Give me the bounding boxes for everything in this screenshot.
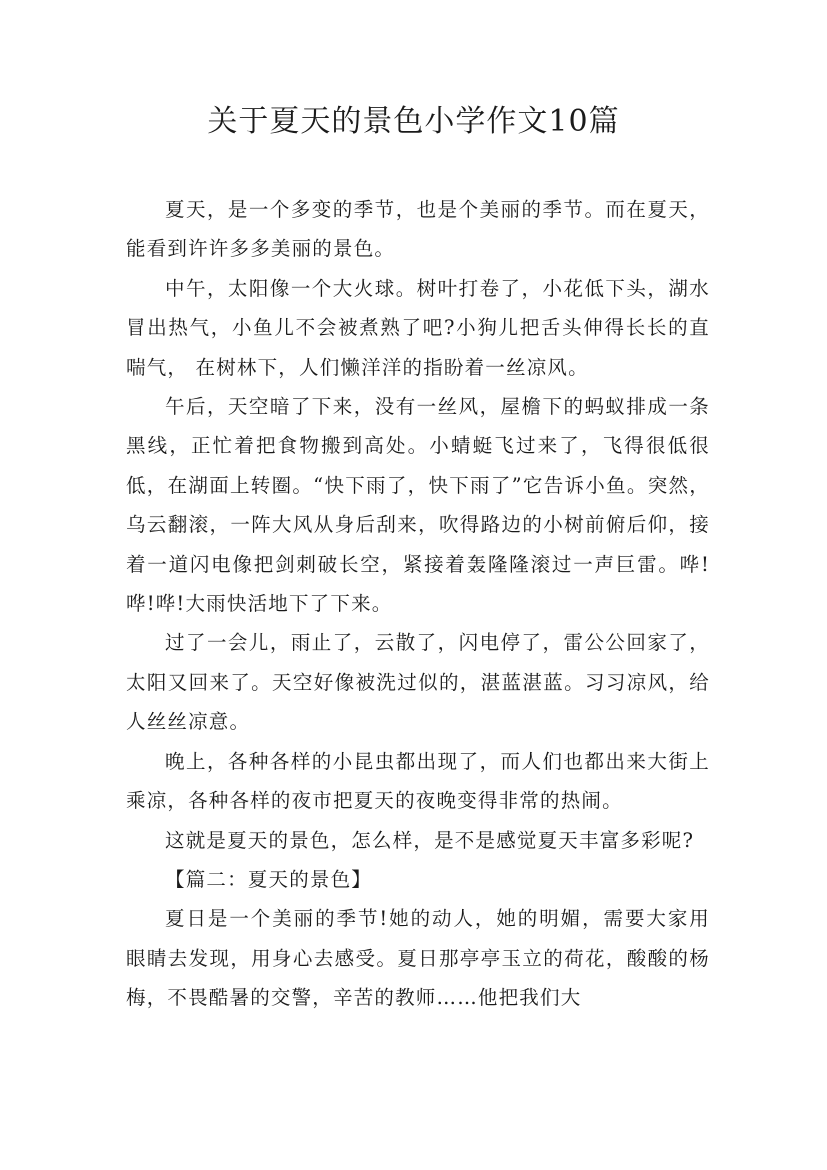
document-title: 关于夏天的景色小学作文10篇 <box>207 104 620 139</box>
paragraph-6: 这就是夏天的景色，怎么样，是不是感觉夏天丰富多彩呢? <box>165 828 695 852</box>
paragraph-5: 晚上，各种各样的小昆虫都出现了，而人们也都出来大街上乘凉，各种各样的夜市把夏天的夜晚变得非常的热闹。 <box>126 749 710 813</box>
paragraph-1: 夏天，是一个多变的季节，也是个美丽的季节。而在夏天，能看到许许多多美丽的景色。 <box>126 198 710 261</box>
paragraph-2: 中午，太阳像一个大火球。树叶打卷了，小花低下头，湖水冒出热气，小鱼儿不会被煮熟了吧?小狗儿把舌头伸得长长的直喘气， 在树林下，人们懒洋洋的指盼着一丝凉风。 <box>126 276 710 379</box>
paragraph-3: 午后，天空暗了下来，没有一丝风，屋檐下的蚂蚁排成一条黑线，正忙着把食物搬到高处。小蜻蜓飞过来了，飞得很低很低，在湖面上转圈。“快下雨了，快下雨了”它告诉小鱼。突然，乌云翻滚，一阵大风从身后刮来，吹得路边的小树前俯后仰，接着一道闪电像把剑刺破长空，紧接着轰隆隆滚过一声巨雷。哗!哗!哗!大雨快活地下了下来。 <box>126 395 710 616</box>
section-heading-2: 【篇二：夏天的景色】 <box>165 867 373 891</box>
paragraph-7: 夏日是一个美丽的季节!她的动人，她的明媚，需要大家用眼睛去发现，用身心去感受。夏日那亭亭玉立的荷花，酸酸的杨梅，不畏酷暑的交警，辛苦的教师……他把我们大 <box>126 907 710 1010</box>
document-body <box>126 190 710 1018</box>
paragraph-4: 过了一会儿，雨止了，云散了，闪电停了，雷公公回家了，太阳又回来了。天空好像被洗过似的，湛蓝湛蓝。习习凉风，给人丝丝凉意。 <box>126 631 710 734</box>
